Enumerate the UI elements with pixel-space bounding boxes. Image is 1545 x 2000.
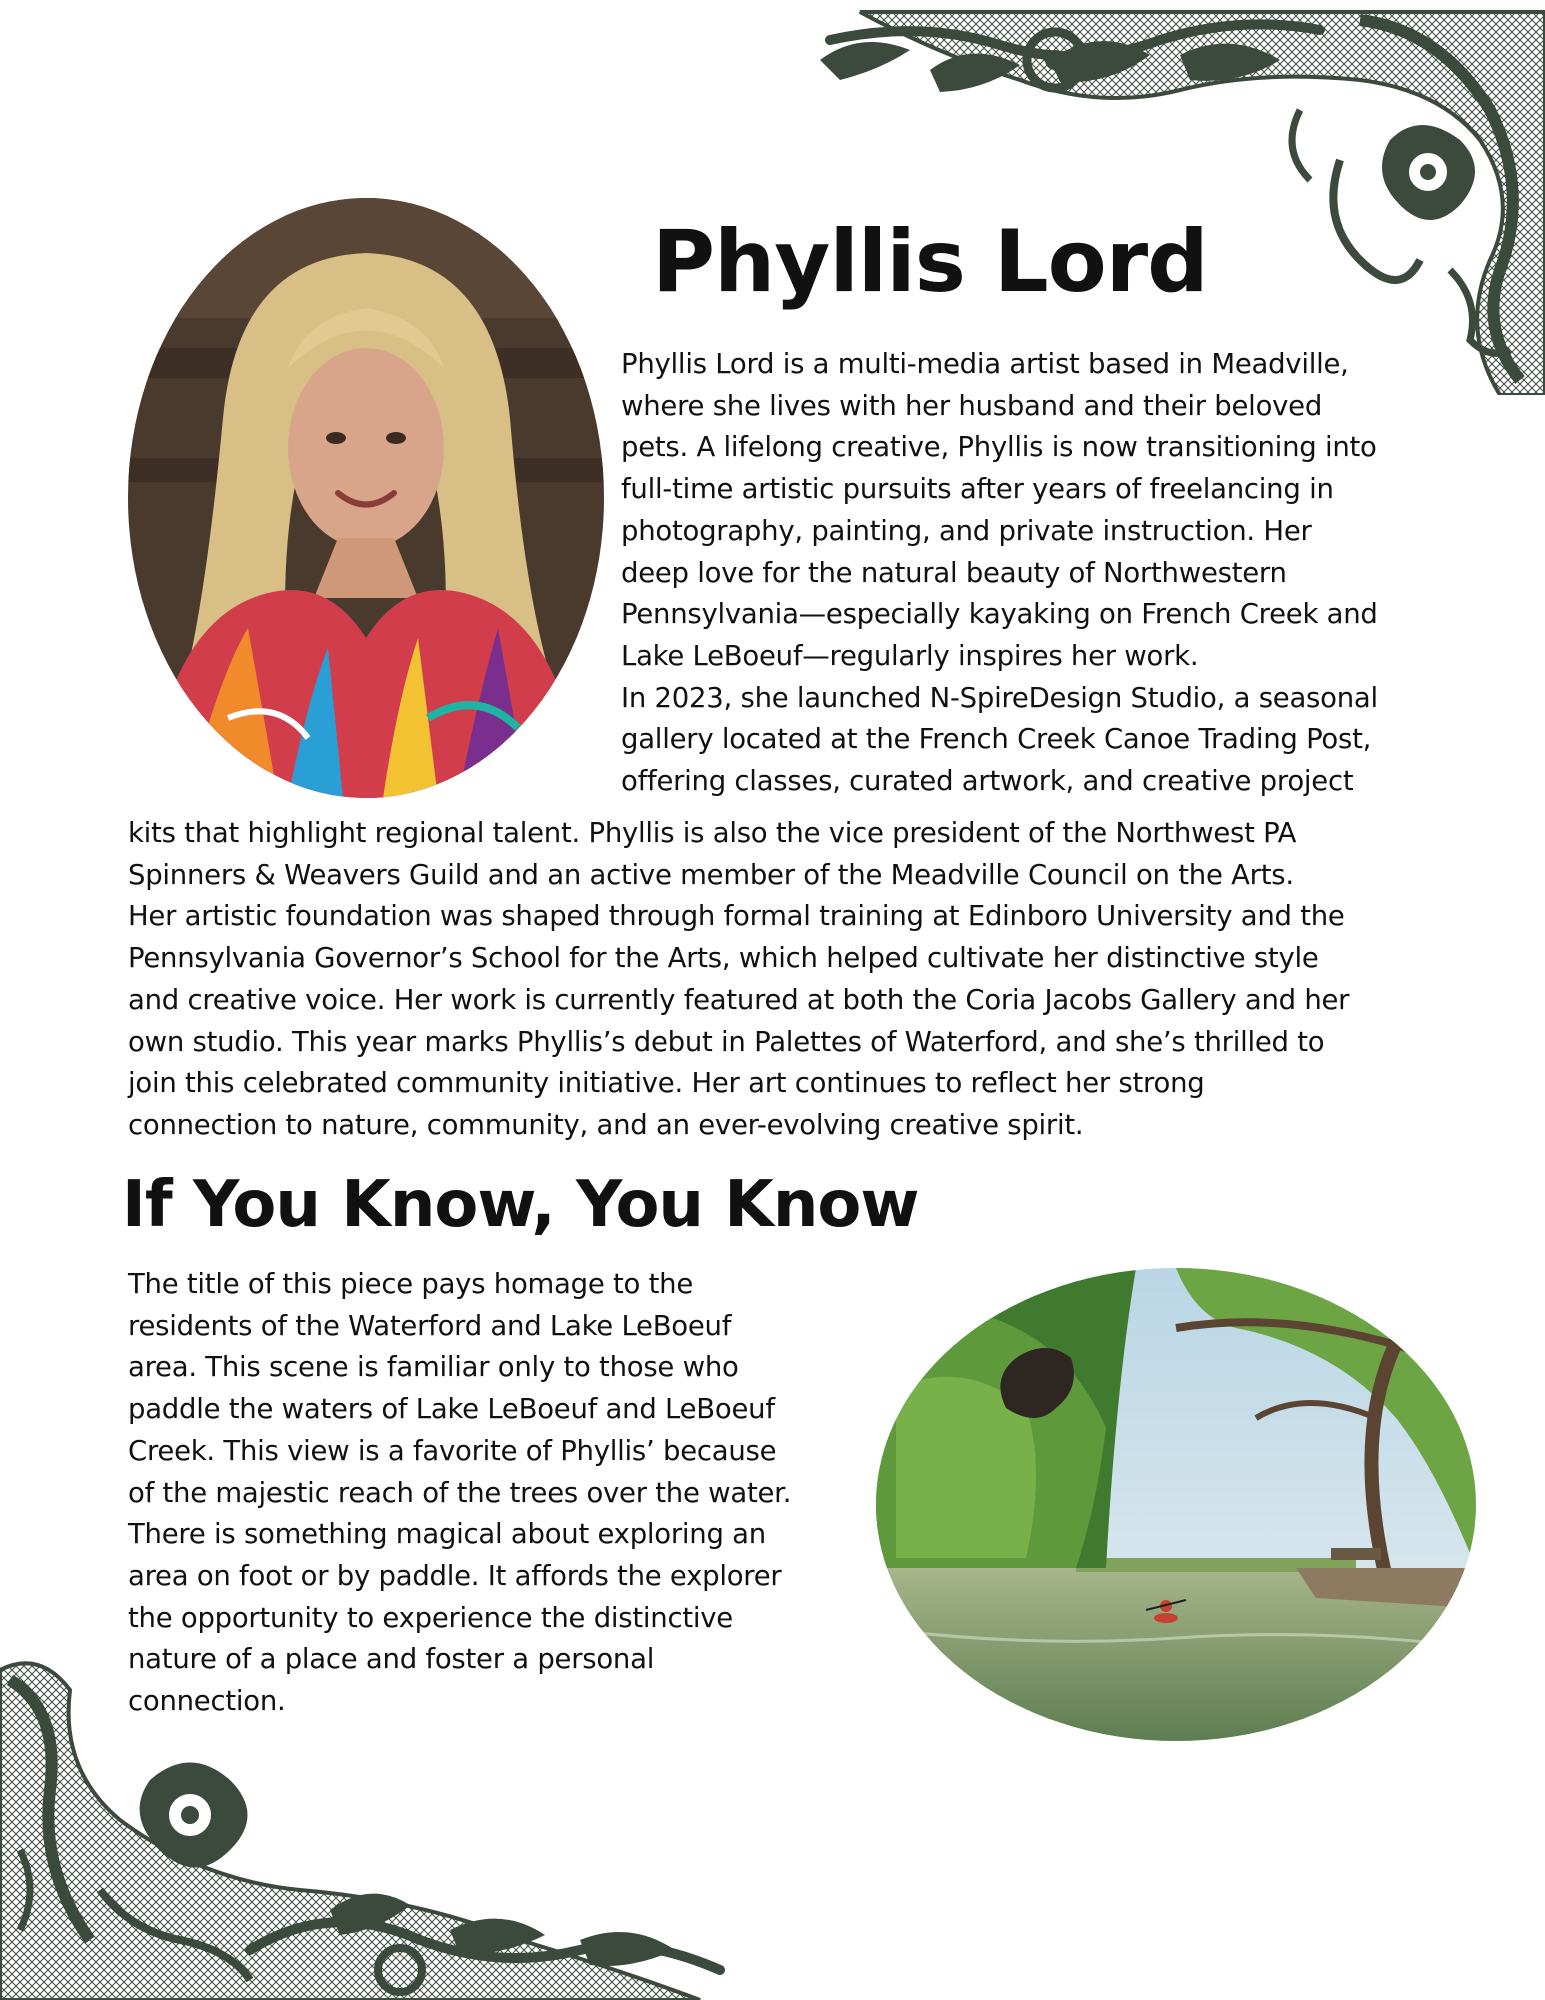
bio-line: and creative voice. Her work is currently featured at both the Coria Jacobs Gallery and her xyxy=(128,983,1350,1016)
description-line: Creek. This view is a favorite of Phyllis’ because xyxy=(128,1434,777,1467)
description-line: connection. xyxy=(128,1685,286,1718)
bio-line: offering classes, curated artwork, and creative project xyxy=(621,765,1354,798)
bio-line: Phyllis Lord is a multi-media artist based in Meadville, xyxy=(621,348,1349,380)
bio-line: photography, painting, and private instruction. Her xyxy=(621,514,1312,547)
description-line: nature of a place and foster a personal xyxy=(128,1643,655,1676)
bio-line: Pennsylvania Governor’s School for the Arts, which helped cultivate her distinctive style xyxy=(128,942,1319,975)
bio-line: connection to nature, community, and an ever-evolving creative spirit. xyxy=(128,1108,1084,1141)
description-line: The title of this piece pays homage to the xyxy=(128,1268,693,1300)
piece-title-heading: If You Know, You Know xyxy=(122,1168,919,1242)
bio-line: In 2023, she launched N-SpireDesign Studio, a seasonal xyxy=(621,681,1378,714)
bio-line: Spinners & Weavers Guild and an active member of the Meadville Council on the Arts. xyxy=(128,858,1294,891)
artist-bio-bottom xyxy=(128,813,1538,1147)
bio-line: gallery located at the French Creek Canoe Trading Post, xyxy=(621,723,1372,756)
artist-name-heading: Phyllis Lord xyxy=(652,212,1208,312)
description-line: paddle the waters of Lake LeBoeuf and LeBoeuf xyxy=(128,1393,775,1426)
lace-corner-top-ornament xyxy=(800,0,1545,395)
painting-image xyxy=(876,1268,1476,1741)
bio-line: Lake LeBoeuf—regularly inspires her work. xyxy=(621,639,1199,672)
description-line: the opportunity to experience the distinctive xyxy=(128,1601,733,1634)
description-line: There is something magical about exploring an xyxy=(128,1518,766,1551)
bio-line: deep love for the natural beauty of Northwestern xyxy=(621,556,1287,589)
bio-line: own studio. This year marks Phyllis’s debut in Palettes of Waterford, and she’s thrilled to xyxy=(128,1025,1325,1058)
bio-line: where she lives with her husband and their beloved xyxy=(621,389,1323,422)
description-line: of the majestic reach of the trees over the water. xyxy=(128,1476,792,1509)
bio-line: kits that highlight regional talent. Phyllis is also the vice president of the Northwest PA xyxy=(128,817,1297,849)
description-line: area. This scene is familiar only to those who xyxy=(128,1351,739,1384)
artist-bio-top xyxy=(621,344,1531,803)
description-line: residents of the Waterford and Lake LeBoeuf xyxy=(128,1309,732,1342)
description-line: area on foot or by paddle. It affords the explorer xyxy=(128,1559,782,1592)
piece-description xyxy=(128,1264,858,1723)
bio-line: full-time artistic pursuits after years of freelancing in xyxy=(621,473,1334,506)
bio-line: Pennsylvania—especially kayaking on French Creek and xyxy=(621,598,1378,631)
artist-portrait-photo xyxy=(128,198,604,798)
bio-line: join this celebrated community initiative. Her art continues to reflect her strong xyxy=(128,1067,1205,1100)
bio-line: pets. A lifelong creative, Phyllis is now transitioning into xyxy=(621,431,1377,464)
bio-line: Her artistic foundation was shaped through formal training at Edinboro University and the xyxy=(128,900,1345,933)
